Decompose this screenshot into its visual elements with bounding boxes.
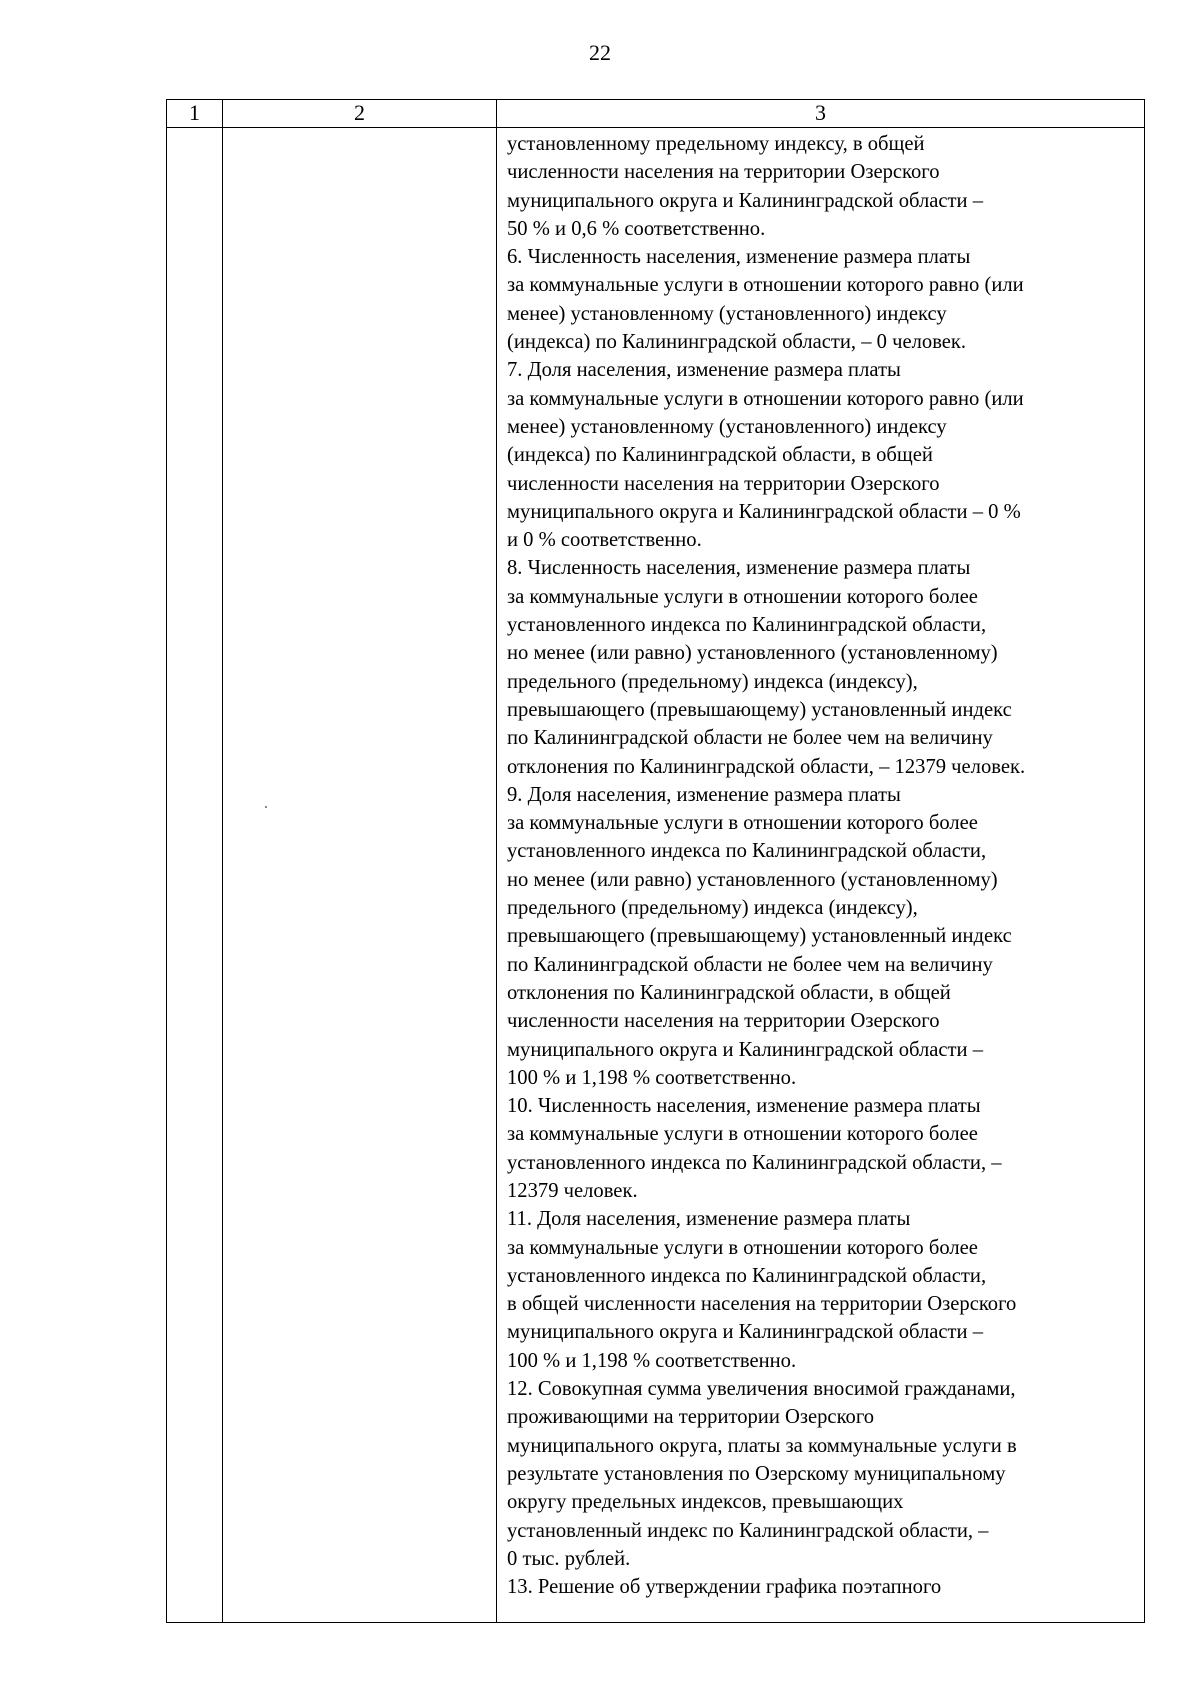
text-line: проживающими на территории Озерского <box>507 1406 875 1429</box>
text-line: установленного индекса по Калининградской области, <box>507 1264 987 1287</box>
text-line: по Калининградской области не более чем на величину <box>507 727 993 750</box>
text-line: муниципального округа, платы за коммунальные услуги в <box>507 1434 1017 1457</box>
text-line: 9. Доля населения, изменение размера платы <box>507 783 901 806</box>
text-line: но менее (или равно) установленного (установленному) <box>507 642 998 665</box>
text-line: менее) установленному (установленного) индексу <box>507 415 947 438</box>
table-row <box>167 128 1145 1623</box>
text-line: численности населения на территории Озерского <box>507 472 940 495</box>
text-line: муниципального округа и Калининградской области – <box>507 1038 984 1061</box>
text-line: округу предельных индексов, превышающих <box>507 1491 904 1514</box>
text-line: 0 тыс. рублей. <box>507 1547 631 1570</box>
text-line: установленного индекса по Калининградской области, <box>507 614 987 637</box>
column-header-2: 2 <box>223 100 497 128</box>
column-header-3: 3 <box>497 100 1145 128</box>
text-line: менее) установленному (установленного) индексу <box>507 302 947 325</box>
text-line: 50 % и 0,6 % соответственно. <box>507 217 766 240</box>
text-line: установленного индекса по Калининградской области, <box>507 840 987 863</box>
text-line: предельного (предельному) индекса (индексу), <box>507 670 918 693</box>
document-table <box>166 99 1145 1623</box>
text-line: 10. Численность населения, изменение размера платы <box>507 1095 981 1118</box>
text-line: численности населения на территории Озерского <box>507 161 940 184</box>
table-cell-column-3 <box>497 128 1145 1623</box>
text-line: превышающего (превышающему) установленный индекс <box>507 925 1012 948</box>
text-line: в общей численности населения на территории Озерского <box>507 1293 1017 1316</box>
scan-speck <box>265 806 267 808</box>
text-line: (индекса) по Калининградской области, в общей <box>507 444 933 467</box>
page-number: 22 <box>589 40 611 65</box>
text-line: за коммунальные услуги в отношении которого более <box>507 1123 978 1146</box>
text-line: 8. Численность населения, изменение размера платы <box>507 557 971 580</box>
text-line: 6. Численность населения, изменение размера платы <box>507 246 971 269</box>
text-line: за коммунальные услуги в отношении которого более <box>507 1236 978 1259</box>
text-line: муниципального округа и Калининградской области – 0 % <box>507 500 1021 523</box>
text-line: за коммунальные услуги в отношении которого равно (или <box>507 274 1024 297</box>
text-line: установленного индекса по Калининградской области, – <box>507 1151 1002 1174</box>
text-line: муниципального округа и Калининградской области – <box>507 1321 984 1344</box>
text-line: отклонения по Калининградской области, в общей <box>507 981 951 1004</box>
text-line: 13. Решение об утверждении графика поэтапного <box>507 1576 942 1599</box>
text-line: 11. Доля населения, изменение размера платы <box>507 1208 911 1231</box>
text-line: превышающего (превышающему) установленный индекс <box>507 698 1012 721</box>
text-line: численности населения на территории Озерского <box>507 1010 940 1033</box>
text-line: установленному предельному индексу, в общей <box>507 133 925 155</box>
text-line: по Калининградской области не более чем на величину <box>507 953 993 976</box>
table-cell-column-2 <box>223 128 497 1623</box>
text-line: и 0 % соответственно. <box>507 529 702 552</box>
text-line: результате установления по Озерскому муниципальному <box>507 1462 1006 1485</box>
text-line: 12. Совокупная сумма увеличения вносимой гражданами, <box>507 1378 1016 1401</box>
text-line: 100 % и 1,198 % соответственно. <box>507 1349 797 1372</box>
text-line: 100 % и 1,198 % соответственно. <box>507 1066 797 1089</box>
text-line: за коммунальные услуги в отношении которого равно (или <box>507 387 1024 410</box>
column-header-1: 1 <box>167 100 223 128</box>
text-line: за коммунальные услуги в отношении которого более <box>507 812 978 835</box>
text-line: предельного (предельному) индекса (индексу), <box>507 897 918 920</box>
text-line: 12379 человек. <box>507 1179 638 1202</box>
text-line: за коммунальные услуги в отношении которого более <box>507 585 978 608</box>
text-line: установленный индекс по Калининградской области, – <box>507 1519 989 1542</box>
text-line: муниципального округа и Калининградской области – <box>507 189 984 212</box>
table-cell-column-1 <box>167 128 223 1623</box>
text-line: но менее (или равно) установленного (установленному) <box>507 868 998 891</box>
text-line: отклонения по Калининградской области, – 12379 человек. <box>507 755 1026 778</box>
text-line: (индекса) по Калининградской области, – 0 человек. <box>507 331 967 354</box>
table-header-row <box>167 100 1145 128</box>
text-line: 7. Доля населения, изменение размера платы <box>507 359 901 382</box>
